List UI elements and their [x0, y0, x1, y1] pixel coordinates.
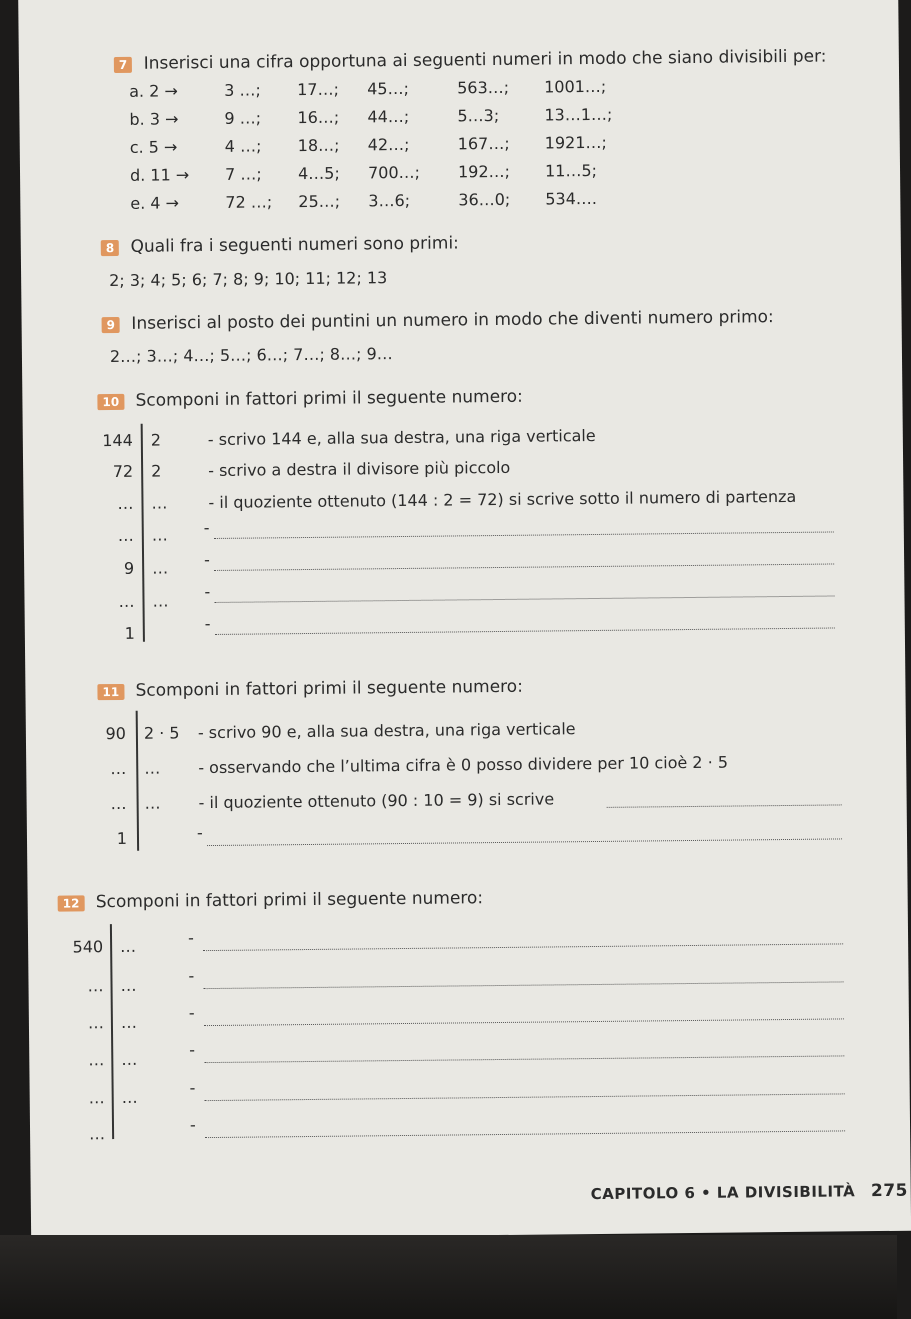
quotient-cell: …	[88, 1050, 105, 1070]
step-text: -	[188, 1003, 195, 1023]
divisor-cell: 2	[150, 430, 162, 450]
exercise-title: Scomponi in fattori primi il seguente numero:	[135, 386, 523, 411]
row-item: 167…;	[457, 133, 510, 154]
row-item: 700…;	[367, 162, 421, 183]
quotient-cell: 1	[124, 623, 135, 643]
quotient-cell: 144	[102, 430, 133, 451]
exercise-number-badge: 8	[101, 240, 120, 256]
row-item: 4 …;	[224, 136, 262, 156]
row-item: 7 …;	[224, 164, 262, 184]
exercise-number-badge: 12	[58, 895, 85, 911]
quotient-cell: …	[117, 493, 134, 513]
divisor-cell: …	[152, 591, 169, 611]
row-item: 3 …;	[224, 80, 261, 100]
divisor-cell: …	[152, 558, 169, 578]
row-item: 72 …;	[225, 192, 273, 212]
exercise-number-badge: 10	[97, 394, 124, 410]
step-text: -	[189, 1078, 196, 1098]
step-text: -	[203, 550, 210, 570]
divisor-cell: …	[120, 936, 137, 956]
divisor-cell: …	[144, 793, 161, 813]
answer-line[interactable]	[204, 1055, 844, 1063]
quotient-cell: …	[87, 976, 104, 996]
step-text: -	[204, 582, 211, 602]
exercise-8	[101, 233, 459, 257]
row-item: 1921…;	[544, 132, 607, 153]
row-item: 563…;	[457, 77, 510, 98]
divisor-cell: …	[121, 1049, 138, 1069]
exercise-title: Scomponi in fattori primi il seguente numero:	[95, 888, 484, 913]
quotient-cell: …	[117, 525, 134, 545]
row-item: 13…1…;	[544, 104, 613, 125]
answer-line[interactable]	[215, 595, 835, 602]
answer-line[interactable]	[205, 1093, 845, 1101]
step-text: - scrivo a destra il divisore più piccolo	[208, 457, 511, 481]
quotient-cell: …	[110, 793, 127, 814]
exercise-title: Inserisci al posto dei puntini un numero in modo che diventi numero primo:	[131, 307, 774, 334]
chapter-title: CAPITOLO 6 • LA DIVISIBILITÀ	[590, 1182, 856, 1204]
row-item: 5…3;	[457, 105, 500, 126]
divisor-cell: …	[151, 525, 168, 545]
row-item: 4…5;	[297, 163, 340, 184]
divisor-cell: …	[120, 1012, 138, 1032]
exercise-number-badge: 11	[97, 684, 124, 700]
row-item: 36…0;	[458, 189, 511, 210]
row-label: b. 3 →	[129, 109, 179, 129]
row-item: 11…5;	[544, 160, 598, 181]
step-text: - osservando che l’ultima cifra è 0 posso dividere per 10 cioè 2 · 5	[198, 752, 729, 778]
answer-line[interactable]	[214, 531, 834, 538]
row-item: 3…6;	[368, 190, 411, 211]
divisor-cell: …	[151, 493, 168, 513]
row-item: 1001…;	[544, 76, 607, 97]
row-item: 192…;	[457, 161, 511, 182]
step-text: -	[196, 823, 203, 843]
step-text: - il quoziente ottenuto (90 : 10 = 9) si scrive	[198, 789, 555, 813]
row-item: 17…;	[297, 79, 340, 100]
division-bar	[110, 924, 114, 1139]
divisor-cell: …	[144, 758, 161, 778]
page-number: 275	[870, 1180, 909, 1202]
answer-line[interactable]	[203, 943, 843, 951]
row-item: 42…;	[367, 134, 410, 155]
answer-line[interactable]	[205, 1130, 845, 1138]
background-surface	[0, 1235, 897, 1319]
quotient-cell: …	[88, 1124, 106, 1144]
row-item: 534….	[545, 188, 598, 209]
exercise-number-badge: 9	[102, 317, 121, 333]
row-label: d. 11 →	[129, 165, 190, 185]
row-label: e. 4 →	[130, 193, 180, 213]
row-item: 9 …;	[224, 108, 262, 128]
quotient-cell: …	[88, 1088, 105, 1108]
exercise-9	[102, 307, 774, 334]
step-text: - scrivo 90 e, alla sua destra, una riga verticale	[197, 719, 576, 743]
answer-line[interactable]	[204, 1018, 844, 1026]
answer-line[interactable]	[215, 627, 835, 634]
number-list: 2; 3; 4; 5; 6; 7; 8; 9; 10; 11; 12; 13	[109, 268, 388, 291]
exercise-title: Scomponi in fattori primi il seguente numero:	[135, 676, 523, 701]
quotient-cell: 90	[105, 723, 126, 744]
step-text: -	[189, 1115, 196, 1135]
quotient-cell: 9	[123, 558, 135, 578]
step-text: -	[187, 928, 194, 948]
step-text: -	[188, 966, 195, 986]
row-item: 44…;	[367, 106, 410, 127]
page-footer	[591, 1181, 908, 1204]
exercise-title: Inserisci una cifra opportuna ai seguenti numeri in modo che siano divisibili per:	[143, 46, 827, 74]
row-item: 25…;	[298, 191, 341, 212]
step-text: -	[203, 518, 210, 538]
divisor-cell: 2 · 5	[143, 723, 180, 743]
row-item: 16…;	[297, 107, 340, 128]
number-list: 2…; 3…; 4…; 5…; 6…; 7…; 8…; 9…	[109, 344, 393, 367]
divisor-cell: 2	[151, 461, 162, 481]
exercise-12	[58, 888, 484, 912]
quotient-cell: …	[87, 1013, 105, 1033]
answer-line[interactable]	[214, 563, 834, 570]
exercise-title: Quali fra i seguenti numeri sono primi:	[130, 233, 459, 257]
exercise-10	[97, 387, 523, 411]
quotient-cell: 1	[116, 828, 128, 849]
step-text: - il quoziente ottenuto (144 : 2 = 72) si scrive sotto il numero di partenza	[208, 486, 797, 513]
divisor-cell: …	[121, 1087, 138, 1107]
step-text: - scrivo 144 e, alla sua destra, una riga verticale	[207, 425, 596, 450]
exercise-number-badge: 7	[114, 57, 133, 73]
step-text: -	[204, 614, 211, 634]
step-text: -	[189, 1040, 196, 1060]
answer-line[interactable]	[207, 838, 842, 846]
quotient-cell: 540	[72, 937, 104, 957]
division-bar	[136, 711, 139, 851]
answer-line[interactable]	[607, 804, 842, 807]
textbook-page	[18, 0, 911, 1240]
quotient-cell: 72	[112, 461, 134, 482]
answer-line[interactable]	[204, 981, 844, 989]
exercise-7	[114, 47, 827, 74]
division-bar	[141, 424, 145, 642]
quotient-cell: …	[118, 591, 135, 611]
divisor-cell: …	[120, 975, 137, 995]
row-label: c. 5 →	[129, 137, 178, 157]
quotient-cell: …	[110, 758, 127, 779]
row-item: 18…;	[297, 135, 340, 156]
exercise-11	[97, 677, 523, 701]
row-label: a. 2 →	[129, 81, 178, 101]
row-item: 45…;	[367, 78, 410, 99]
